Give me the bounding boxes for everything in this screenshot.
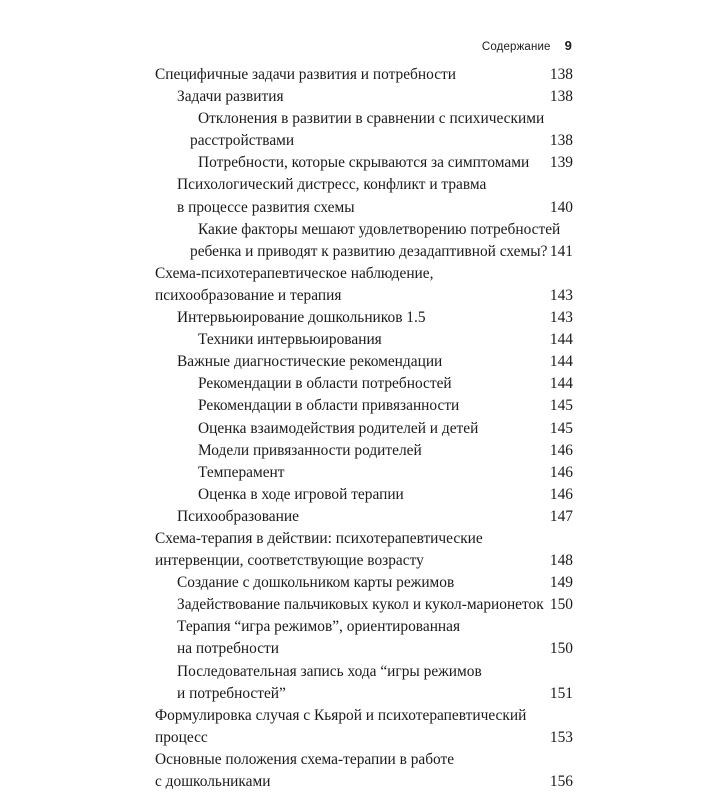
toc-entry[interactable]	[155, 572, 573, 594]
toc-entry-title: расстройствами	[190, 132, 295, 150]
toc-entry-title: с дошкольниками	[155, 773, 271, 790]
toc-entry-continuation-line	[155, 130, 573, 152]
toc-entry-line	[155, 152, 573, 174]
toc-entry-title: Оценка взаимодействия родителей и детей	[198, 419, 479, 437]
toc-page-number: 149	[549, 574, 573, 592]
toc-entry-line	[155, 661, 573, 683]
toc-page-number: 151	[549, 684, 573, 702]
toc-entry-line	[155, 108, 573, 130]
toc-entry-title: процесс	[155, 728, 208, 746]
toc-entry-title: в процессе развития схемы	[177, 198, 355, 216]
toc-entry[interactable]	[155, 661, 573, 705]
toc-entry-line	[155, 506, 573, 528]
toc-entry[interactable]	[155, 329, 573, 351]
toc-page-number: 150	[549, 596, 573, 614]
running-header	[482, 38, 572, 53]
toc-entry-title: Формулировка случая с Кьярой и психотерапевтический	[155, 706, 527, 724]
toc-entry-line	[155, 528, 573, 550]
toc-entry-title: Рекомендации в области потребностей	[198, 375, 452, 393]
toc-entry[interactable]	[155, 418, 573, 440]
toc-page-number: 148	[549, 552, 573, 570]
toc-entry[interactable]	[155, 705, 573, 749]
toc-entry-line	[155, 572, 573, 594]
toc-entry-title: Важные диагностические рекомендации	[177, 353, 443, 371]
toc-entry-title: на потребности	[177, 640, 280, 658]
toc-entry-title: Отклонения в развитии в сравнении с психическими	[198, 110, 545, 128]
toc-entry-line	[155, 594, 573, 616]
toc-entry-title: Схема-терапия в действии: психотерапевтические	[155, 529, 483, 547]
toc-entry-line	[155, 462, 573, 484]
toc-entry[interactable]	[155, 440, 573, 462]
toc-entry-continuation-line	[155, 727, 573, 749]
toc-entry-title: и потребностей”	[177, 684, 286, 702]
toc-entry-line	[155, 705, 573, 727]
toc-entry-title: Задачи развития	[177, 88, 284, 106]
toc-entry[interactable]	[155, 174, 573, 218]
toc-entry-title: психообразование и терапия	[155, 286, 342, 304]
toc-entry[interactable]	[155, 616, 573, 660]
toc-entry-line	[155, 484, 573, 506]
toc-entry-continuation-line	[155, 285, 573, 307]
toc-entry[interactable]	[155, 86, 573, 108]
toc-page-number: 139	[549, 154, 573, 172]
toc-entry-title: Какие факторы мешают удовлетворению потребностей	[198, 220, 561, 238]
toc-entry-title: Основные положения схема-терапии в работе	[155, 750, 455, 768]
toc-page-number: 145	[549, 419, 573, 437]
toc-entry[interactable]	[155, 462, 573, 484]
toc-entry-line	[155, 373, 573, 395]
toc-entry-line	[155, 440, 573, 462]
toc-entry-title: Специфичные задачи развития и потребности	[155, 66, 456, 83]
toc-entry-continuation-line	[155, 241, 573, 263]
toc-page-number: 141	[549, 242, 573, 260]
toc-entry-title: ребенка и приводят к развитию дезадаптивной схемы?	[190, 242, 548, 260]
page-folio-number: 9	[564, 38, 572, 53]
toc-page-number: 144	[549, 375, 573, 393]
toc-entry-line	[155, 64, 573, 86]
toc-entry-title: Терапия “игра режимов”, ориентированная	[177, 618, 461, 636]
toc-entry[interactable]	[155, 152, 573, 174]
toc-entry[interactable]	[155, 395, 573, 417]
toc-entry-title: Техники интервьюирования	[198, 331, 382, 349]
toc-page-number: 144	[549, 331, 573, 349]
toc-entry-line	[155, 616, 573, 638]
toc-entry-line	[155, 263, 573, 285]
toc-page-number: 153	[549, 728, 573, 746]
toc-entry[interactable]	[155, 506, 573, 528]
toc-entry[interactable]	[155, 219, 573, 263]
toc-entry[interactable]	[155, 108, 573, 152]
toc-page-number: 146	[549, 441, 573, 459]
toc-entry-title: Потребности, которые скрываются за симптомами	[198, 154, 530, 172]
toc-entry-title: Рекомендации в области привязанности	[198, 397, 460, 415]
toc-page-number: 147	[549, 507, 573, 525]
toc-page-number: 143	[549, 309, 573, 327]
toc-entry-title: Оценка в ходе игровой терапии	[198, 485, 404, 503]
toc-page-number: 146	[549, 485, 573, 503]
toc-entry-line	[155, 307, 573, 329]
toc-entry-continuation-line	[155, 550, 573, 572]
toc-entry-title: Темперамент	[198, 463, 285, 481]
toc-page-number: 145	[549, 397, 573, 415]
toc-entry-title: Модели привязанности родителей	[198, 441, 422, 459]
toc-page-number: 156	[549, 773, 573, 790]
toc-entry[interactable]	[155, 528, 573, 572]
toc-entry-title: Психообразование	[177, 507, 299, 525]
running-header-title: Содержание	[481, 41, 551, 53]
toc-entry-continuation-line	[155, 638, 573, 660]
toc-entry-line	[155, 174, 573, 196]
toc-page-number: 138	[549, 66, 573, 83]
toc-entry-continuation-line	[155, 197, 573, 219]
toc-entry[interactable]	[155, 594, 573, 616]
toc-entry-line	[155, 329, 573, 351]
toc-entry-title: Психологический дистресс, конфликт и травма	[177, 176, 487, 194]
toc-entry-title: Схема-психотерапевтическое наблюдение,	[155, 264, 434, 282]
toc-page-number: 144	[549, 353, 573, 371]
toc-entry[interactable]	[155, 749, 573, 793]
toc-entry-title: Задействование пальчиковых кукол и кукол-марионеток	[177, 596, 544, 614]
toc-page-number: 138	[549, 132, 573, 150]
toc-page-number: 140	[549, 198, 573, 216]
toc-entry-continuation-line	[155, 683, 573, 705]
toc-page-number: 146	[549, 463, 573, 481]
table-of-contents	[155, 64, 573, 793]
toc-entry-title: Последовательная запись хода “игры режимов	[177, 662, 482, 680]
toc-entry-title: Интервьюирование дошкольников 1.5	[177, 309, 426, 327]
toc-entry-line	[155, 351, 573, 373]
toc-page-number: 150	[549, 640, 573, 658]
toc-entry[interactable]	[155, 373, 573, 395]
toc-entry[interactable]	[155, 307, 573, 329]
toc-entry-line	[155, 749, 573, 771]
toc-entry-line	[155, 395, 573, 417]
toc-entry[interactable]	[155, 351, 573, 373]
toc-page-number: 138	[549, 88, 573, 106]
toc-entry[interactable]	[155, 263, 573, 307]
toc-entry[interactable]	[155, 64, 573, 86]
toc-entry-title: интервенции, соответствующие возрасту	[155, 552, 424, 570]
toc-entry-line	[155, 219, 573, 241]
toc-entry-line	[155, 418, 573, 440]
toc-entry-line	[155, 86, 573, 108]
toc-page-number: 143	[549, 286, 573, 304]
toc-entry[interactable]	[155, 484, 573, 506]
toc-entry-title: Создание с дошкольником карты режимов	[177, 574, 455, 592]
toc-entry-continuation-line	[155, 771, 573, 793]
